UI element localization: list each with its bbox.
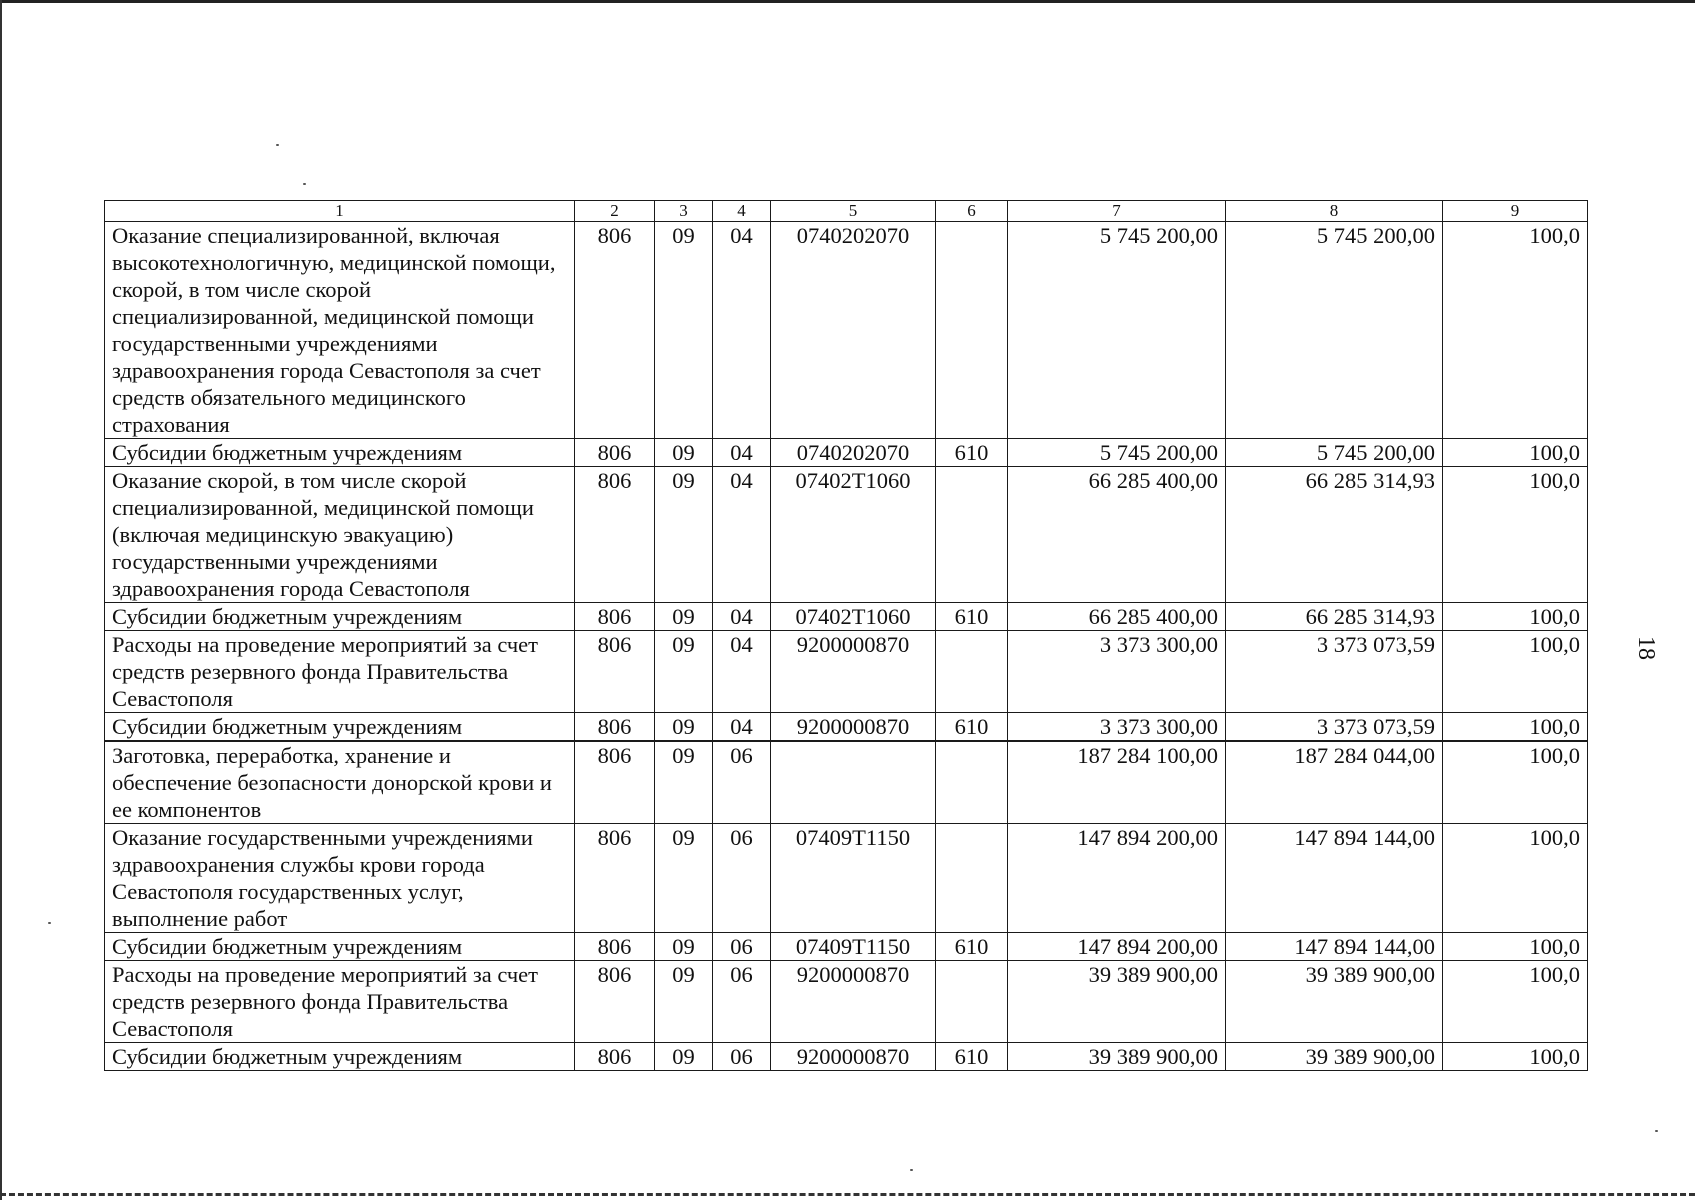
cell-execution-percent: 100,0 bbox=[1443, 713, 1588, 742]
cell-section: 09 bbox=[655, 467, 713, 603]
cell-executed-amount: 5 745 200,00 bbox=[1226, 222, 1443, 439]
cell-executed-amount: 3 373 073,59 bbox=[1226, 713, 1443, 742]
cell-section: 09 bbox=[655, 741, 713, 824]
cell-executed-amount: 66 285 314,93 bbox=[1226, 603, 1443, 631]
table-row bbox=[105, 631, 1588, 713]
row-name: Субсидии бюджетным учреждениям bbox=[105, 933, 575, 961]
row-name: Субсидии бюджетным учреждениям bbox=[105, 439, 575, 467]
cell-subsection: 06 bbox=[713, 933, 771, 961]
cell-grbs: 806 bbox=[575, 933, 655, 961]
cell-approved-amount: 3 373 300,00 bbox=[1008, 631, 1226, 713]
cell-expense-type: 610 bbox=[936, 1043, 1008, 1071]
column-number: 4 bbox=[713, 201, 771, 222]
cell-grbs: 806 bbox=[575, 222, 655, 439]
cell-approved-amount: 66 285 400,00 bbox=[1008, 603, 1226, 631]
column-number: 6 bbox=[936, 201, 1008, 222]
cell-execution-percent: 100,0 bbox=[1443, 467, 1588, 603]
cell-approved-amount: 66 285 400,00 bbox=[1008, 467, 1226, 603]
cell-target-article: 9200000870 bbox=[771, 1043, 936, 1071]
cell-approved-amount: 147 894 200,00 bbox=[1008, 824, 1226, 933]
table-body bbox=[105, 201, 1588, 1071]
cell-subsection: 04 bbox=[713, 713, 771, 742]
row-name: Оказание специализированной, включая высокотехнологичную, медицинской помощи, скорой, в том числе скорой специализированной, медицинской помощи государственными учреждениями здравоохранения города Севастополя за счет средств обязательного медицинского страхования bbox=[105, 222, 575, 439]
row-name: Субсидии бюджетным учреждениям bbox=[105, 713, 575, 742]
cell-grbs: 806 bbox=[575, 824, 655, 933]
cell-executed-amount: 3 373 073,59 bbox=[1226, 631, 1443, 713]
cell-execution-percent: 100,0 bbox=[1443, 933, 1588, 961]
cell-expense-type: 610 bbox=[936, 713, 1008, 742]
cell-target-article: 9200000870 bbox=[771, 961, 936, 1043]
table-row bbox=[105, 961, 1588, 1043]
cell-approved-amount: 3 373 300,00 bbox=[1008, 713, 1226, 742]
cell-execution-percent: 100,0 bbox=[1443, 824, 1588, 933]
cell-approved-amount: 147 894 200,00 bbox=[1008, 933, 1226, 961]
cell-target-article: 07402Т1060 bbox=[771, 603, 936, 631]
cell-executed-amount: 5 745 200,00 bbox=[1226, 439, 1443, 467]
cell-expense-type bbox=[936, 467, 1008, 603]
cell-grbs: 806 bbox=[575, 603, 655, 631]
row-name: Расходы на проведение мероприятий за счет средств резервного фонда Правительства Севастополя bbox=[105, 961, 575, 1043]
cell-expense-type: 610 bbox=[936, 603, 1008, 631]
cell-section: 09 bbox=[655, 631, 713, 713]
row-name: Заготовка, переработка, хранение и обеспечение безопасности донорской крови и ее компонентов bbox=[105, 741, 575, 824]
scan-edge-top bbox=[0, 0, 1695, 3]
cell-execution-percent: 100,0 bbox=[1443, 1043, 1588, 1071]
cell-section: 09 bbox=[655, 713, 713, 742]
cell-target-article: 07402Т1060 bbox=[771, 467, 936, 603]
table-row bbox=[105, 741, 1588, 824]
scan-speck bbox=[1655, 1130, 1658, 1132]
row-name: Субсидии бюджетным учреждениям bbox=[105, 1043, 575, 1071]
cell-subsection: 06 bbox=[713, 1043, 771, 1071]
cell-section: 09 bbox=[655, 439, 713, 467]
cell-subsection: 04 bbox=[713, 222, 771, 439]
cell-section: 09 bbox=[655, 603, 713, 631]
cell-section: 09 bbox=[655, 961, 713, 1043]
scan-speck bbox=[303, 183, 306, 185]
row-name: Субсидии бюджетным учреждениям bbox=[105, 603, 575, 631]
cell-expense-type: 610 bbox=[936, 439, 1008, 467]
cell-approved-amount: 39 389 900,00 bbox=[1008, 1043, 1226, 1071]
cell-expense-type bbox=[936, 961, 1008, 1043]
row-name: Оказание государственными учреждениями здравоохранения службы крови города Севастополя государственных услуг, выполнение работ bbox=[105, 824, 575, 933]
cell-section: 09 bbox=[655, 222, 713, 439]
table-row bbox=[105, 713, 1588, 742]
budget-table bbox=[104, 200, 1588, 1071]
row-name: Расходы на проведение мероприятий за счет средств резервного фонда Правительства Севастополя bbox=[105, 631, 575, 713]
cell-executed-amount: 39 389 900,00 bbox=[1226, 1043, 1443, 1071]
scan-edge-bottom bbox=[0, 1193, 1695, 1196]
column-number: 5 bbox=[771, 201, 936, 222]
scan-speck bbox=[276, 144, 279, 146]
cell-executed-amount: 39 389 900,00 bbox=[1226, 961, 1443, 1043]
cell-approved-amount: 5 745 200,00 bbox=[1008, 222, 1226, 439]
cell-execution-percent: 100,0 bbox=[1443, 631, 1588, 713]
cell-approved-amount: 5 745 200,00 bbox=[1008, 439, 1226, 467]
scan-speck bbox=[910, 1169, 913, 1171]
cell-execution-percent: 100,0 bbox=[1443, 439, 1588, 467]
cell-expense-type bbox=[936, 222, 1008, 439]
cell-subsection: 06 bbox=[713, 824, 771, 933]
row-name: Оказание скорой, в том числе скорой специализированной, медицинской помощи (включая медицинскую эвакуацию) государственными учреждениями здравоохранения города Севастополя bbox=[105, 467, 575, 603]
cell-execution-percent: 100,0 bbox=[1443, 961, 1588, 1043]
cell-execution-percent: 100,0 bbox=[1443, 222, 1588, 439]
table-row bbox=[105, 439, 1588, 467]
cell-section: 09 bbox=[655, 933, 713, 961]
scan-speck bbox=[48, 922, 51, 924]
cell-target-article: 0740202070 bbox=[771, 222, 936, 439]
column-number: 1 bbox=[105, 201, 575, 222]
column-number: 3 bbox=[655, 201, 713, 222]
cell-expense-type: 610 bbox=[936, 933, 1008, 961]
cell-grbs: 806 bbox=[575, 467, 655, 603]
column-number: 8 bbox=[1226, 201, 1443, 222]
cell-subsection: 04 bbox=[713, 439, 771, 467]
column-number: 7 bbox=[1008, 201, 1226, 222]
cell-execution-percent: 100,0 bbox=[1443, 741, 1588, 824]
cell-executed-amount: 66 285 314,93 bbox=[1226, 467, 1443, 603]
table-row bbox=[105, 824, 1588, 933]
cell-approved-amount: 187 284 100,00 bbox=[1008, 741, 1226, 824]
cell-executed-amount: 187 284 044,00 bbox=[1226, 741, 1443, 824]
cell-expense-type bbox=[936, 631, 1008, 713]
cell-target-article bbox=[771, 741, 936, 824]
cell-grbs: 806 bbox=[575, 631, 655, 713]
cell-execution-percent: 100,0 bbox=[1443, 603, 1588, 631]
cell-target-article: 07409Т1150 bbox=[771, 824, 936, 933]
cell-target-article: 9200000870 bbox=[771, 631, 936, 713]
table-row bbox=[105, 1043, 1588, 1071]
cell-grbs: 806 bbox=[575, 439, 655, 467]
cell-target-article: 07409Т1150 bbox=[771, 933, 936, 961]
scan-edge-left bbox=[0, 0, 2, 1200]
cell-expense-type bbox=[936, 741, 1008, 824]
table-row bbox=[105, 467, 1588, 603]
cell-target-article: 9200000870 bbox=[771, 713, 936, 742]
cell-section: 09 bbox=[655, 824, 713, 933]
table-row bbox=[105, 603, 1588, 631]
cell-subsection: 04 bbox=[713, 631, 771, 713]
column-number-row bbox=[105, 201, 1588, 222]
cell-grbs: 806 bbox=[575, 961, 655, 1043]
cell-subsection: 06 bbox=[713, 961, 771, 1043]
cell-executed-amount: 147 894 144,00 bbox=[1226, 933, 1443, 961]
cell-subsection: 04 bbox=[713, 603, 771, 631]
cell-subsection: 04 bbox=[713, 467, 771, 603]
cell-grbs: 806 bbox=[575, 1043, 655, 1071]
table-row bbox=[105, 222, 1588, 439]
page-number: 18 bbox=[1633, 636, 1659, 660]
cell-grbs: 806 bbox=[575, 741, 655, 824]
table-row bbox=[105, 933, 1588, 961]
column-number: 9 bbox=[1443, 201, 1588, 222]
cell-grbs: 806 bbox=[575, 713, 655, 742]
column-number: 2 bbox=[575, 201, 655, 222]
cell-target-article: 0740202070 bbox=[771, 439, 936, 467]
cell-approved-amount: 39 389 900,00 bbox=[1008, 961, 1226, 1043]
cell-section: 09 bbox=[655, 1043, 713, 1071]
cell-executed-amount: 147 894 144,00 bbox=[1226, 824, 1443, 933]
cell-expense-type bbox=[936, 824, 1008, 933]
cell-subsection: 06 bbox=[713, 741, 771, 824]
